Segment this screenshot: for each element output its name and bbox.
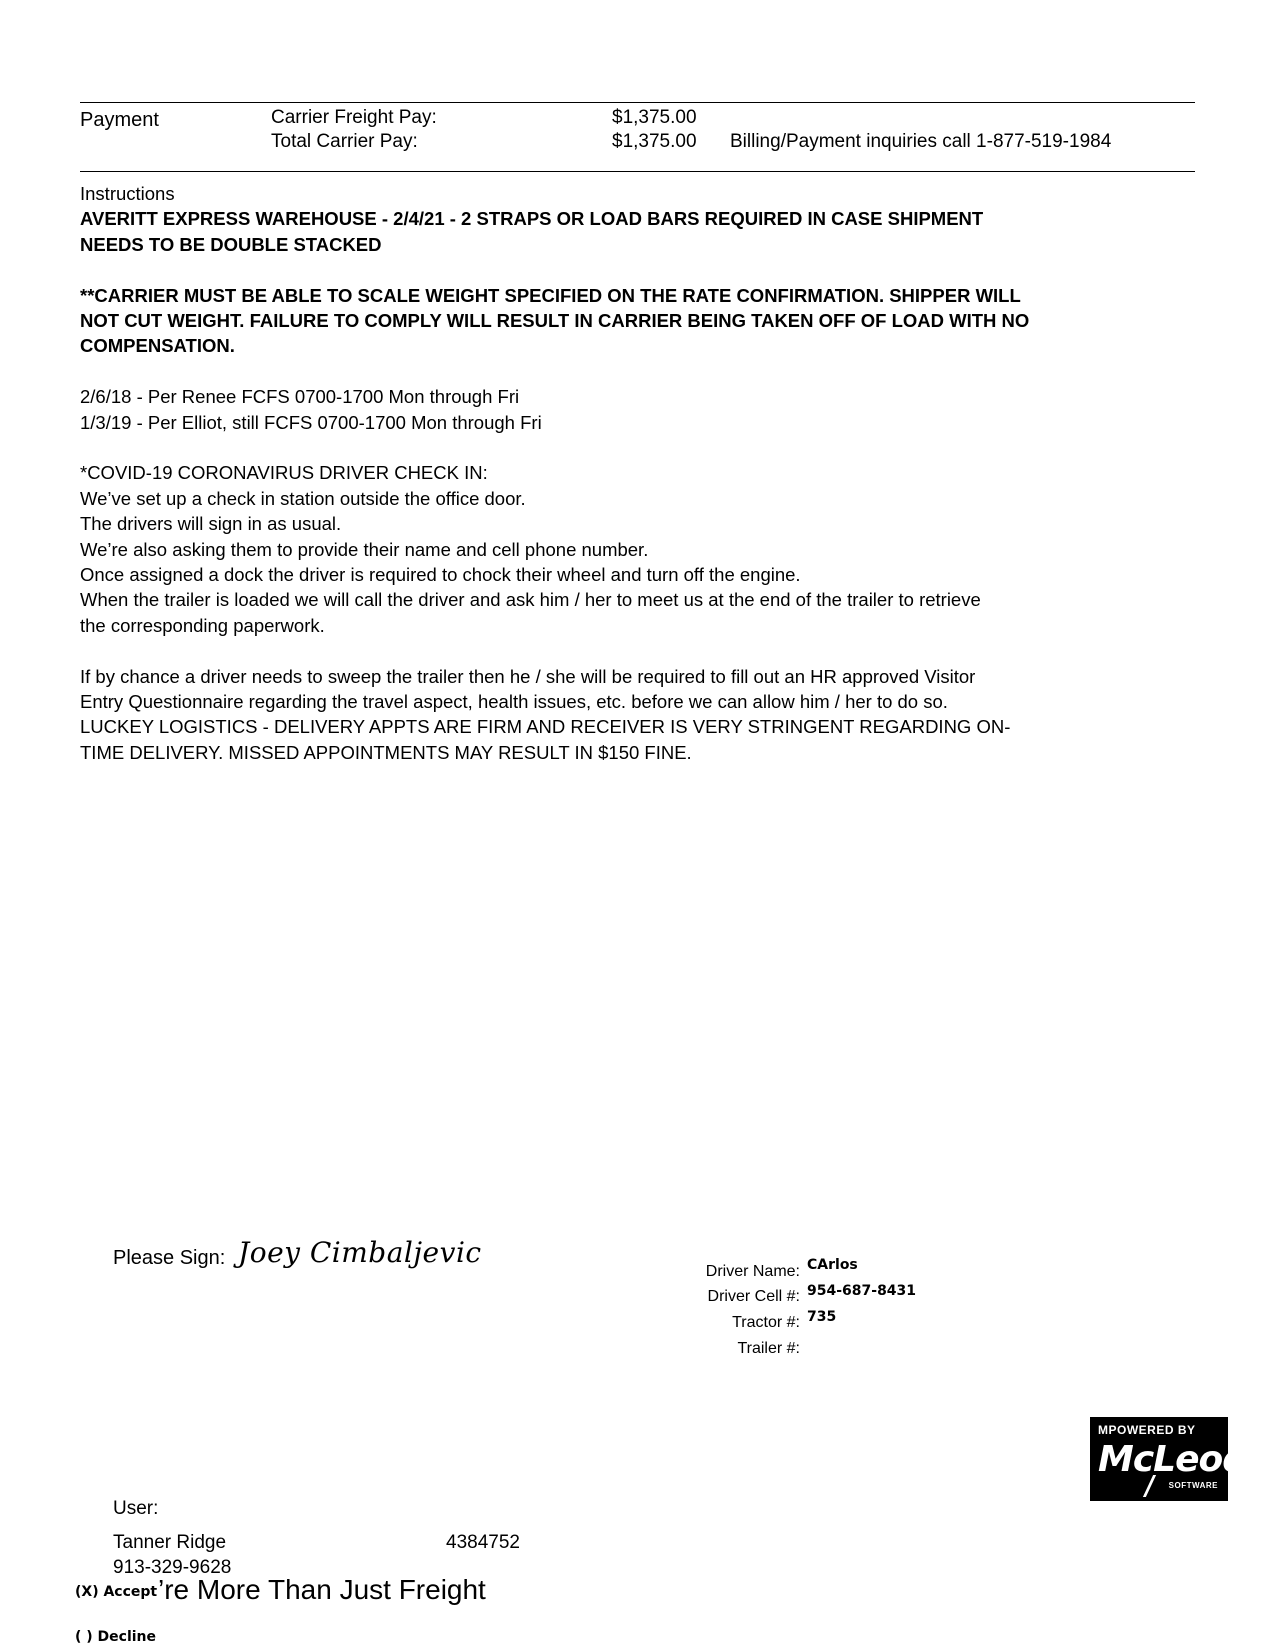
- instructions-block: [80, 181, 1190, 791]
- trailer-number-label: Trailer #:: [737, 1340, 800, 1357]
- logo-top-text: MPOWERED BY: [1098, 1423, 1196, 1437]
- tractor-number-label: Tractor #:: [732, 1314, 800, 1331]
- top-rule: [80, 102, 1195, 103]
- please-sign-label: Please Sign:: [113, 1247, 226, 1269]
- carrier-freight-pay-label: Carrier Freight Pay:: [271, 107, 437, 128]
- footer-tagline: ’re More Than Just Freight: [158, 1574, 486, 1605]
- tractor-number-value[interactable]: 735: [807, 1309, 837, 1325]
- signature-field[interactable]: Joey Cimbaljevic: [238, 1236, 482, 1269]
- total-carrier-pay-value: $1,375.00: [612, 131, 697, 152]
- carrier-freight-pay-value: $1,375.00: [612, 107, 697, 128]
- driver-name-value[interactable]: CArlos: [807, 1257, 858, 1273]
- user-label: User:: [113, 1498, 159, 1519]
- trailer-number-value[interactable]: [807, 1335, 907, 1351]
- driver-name-label: Driver Name:: [705, 1263, 800, 1280]
- user-id: 4384752: [446, 1532, 520, 1553]
- instruction-paragraph: AVERITT EXPRESS WAREHOUSE - 2/4/21 - 2 STRAPS OR LOAD BARS REQUIRED IN CASE SHIPMENT NEEDS TO BE DOUBLE STACKED: [80, 208, 984, 255]
- user-name: Tanner Ridge: [113, 1532, 227, 1553]
- billing-inquiries-note: Billing/Payment inquiries call 1-877-519-1984: [730, 131, 1112, 152]
- user-phone: 913-329-9628: [113, 1557, 232, 1578]
- payment-bottom-rule: [80, 171, 1195, 172]
- logo-brand-text: McLeod: [1098, 1439, 1248, 1480]
- instructions-heading: Instructions: [80, 183, 175, 204]
- mcleod-logo: [1090, 1417, 1248, 1501]
- decline-option[interactable]: ( ) Decline: [75, 1629, 157, 1645]
- instruction-paragraph: 2/6/18 - Per Renee FCFS 0700-1700 Mon through Fri 1/3/19 - Per Elliot, still FCFS 0700-1700 Mon through Fri: [80, 386, 542, 433]
- total-carrier-pay-label: Total Carrier Pay:: [271, 131, 418, 152]
- instruction-paragraph: **CARRIER MUST BE ABLE TO SCALE WEIGHT SPECIFIED ON THE RATE CONFIRMATION. SHIPPER WILL NOT CUT WEIGHT. FAILURE TO COMPLY WILL RESULT IN CARRIER BEING TAKEN OFF OF LOAD WITH NO COMPENSATION.: [80, 284, 1030, 357]
- driver-cell-label: Driver Cell #:: [707, 1288, 800, 1305]
- driver-cell-value[interactable]: 954-687-8431: [807, 1283, 917, 1299]
- instruction-paragraph: If by chance a driver needs to sweep the trailer then he / she will be required to fill out an HR approved Visitor Entry Questionnaire regarding the travel aspect, health issues, etc. before we can allow him / her to do so. LUCKEY LOGISTICS - DELIVERY APPTS ARE FIRM AND RECEIVER IS VERY STRINGENT REGARDING ON- TIME DELIVERY. MISSED APPOINTMENTS MAY RESULT IN $150 FINE.: [80, 665, 1011, 763]
- payment-section-label: Payment: [80, 109, 159, 131]
- accept-option[interactable]: (X) Accept: [75, 1584, 158, 1600]
- instruction-paragraph: *COVID-19 CORONAVIRUS DRIVER CHECK IN: We’ve set up a check in station outside the office door. The drivers will sign in as usual. We’re also asking them to provide their name and cell phone number. Once assigned a dock the driver is required to chock their wheel and turn off the engine. When the trailer is loaded we will call the driver and ask him / her to meet us at the end of the trailer to retrieve the corresponding paperwork.: [80, 462, 981, 636]
- logo-sub-text: SOFTWARE: [1168, 1481, 1218, 1490]
